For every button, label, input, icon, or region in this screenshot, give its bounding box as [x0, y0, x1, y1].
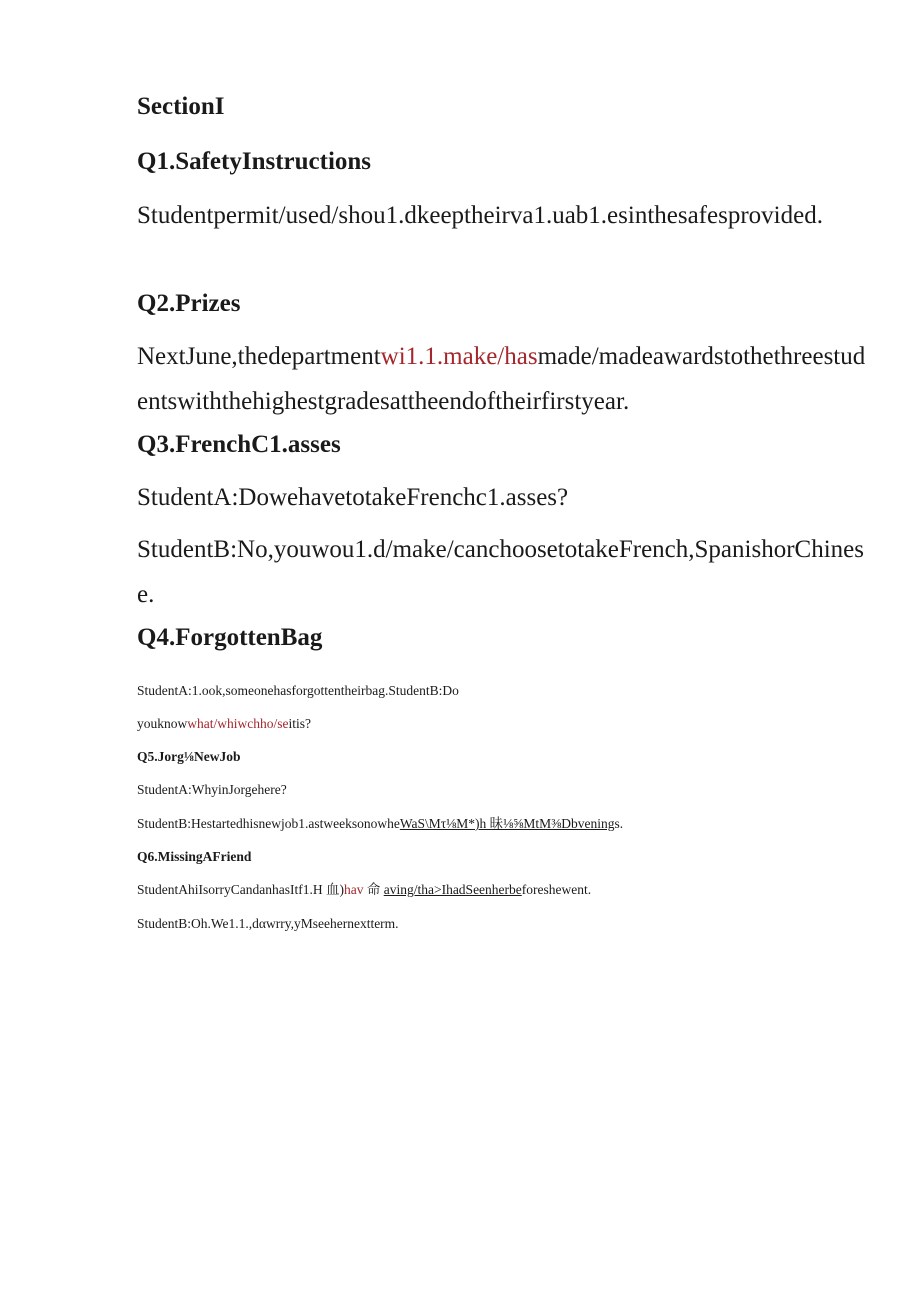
- q6-heading: Q6.MissingAFriend: [137, 849, 252, 864]
- section-title: SectionI: [137, 93, 225, 120]
- q3-student-a: StudentA:DowehavetotakeFrenchc1.asses?: [137, 484, 569, 511]
- q5-student-b-after: s.: [614, 816, 624, 831]
- q4-line-1: StudentA:1.ook,someonehasforgottentheirbag.StudentB:Do: [137, 683, 459, 698]
- q3-heading: Q3.FrenchC1.asses: [137, 431, 341, 458]
- q4-line-2-after: itis?: [288, 716, 311, 731]
- q2-text-before: NextJune,thedepartment: [137, 343, 381, 370]
- q2-text-highlight: wi1.1.make/has: [380, 343, 538, 370]
- q6-student-a-highlight: hav: [343, 882, 364, 897]
- q4-line-2-highlight: what/whiwchho/se: [187, 716, 289, 731]
- q5-student-a: StudentA:WhyinJorgehere?: [137, 782, 287, 797]
- q2-heading: Q2.Prizes: [137, 290, 241, 317]
- q2-text: [137, 334, 872, 424]
- q5-heading: Q5.Jorg⅛NewJob: [137, 749, 241, 764]
- q6-student-b: StudentB:Oh.We1.1.,dαwrry,yMseehernextterm.: [137, 916, 399, 931]
- q1-text: Studentpermit/used/shou1.dkeeptheirva1.uab1.esinthesafesprovided.: [137, 202, 823, 229]
- q6-student-a-underlined: aving/tha>IhadSeenherbe: [383, 882, 522, 897]
- q1-heading: Q1.SafetyInstructions: [137, 148, 372, 175]
- q5-student-b-before: StudentB:Hestartedhisnewjob1.astweeksonowhe: [137, 816, 400, 831]
- q4-heading: Q4.ForgottenBag: [137, 624, 323, 651]
- q6-student-a-after: foreshewent.: [521, 882, 592, 897]
- q5-student-b-underlined: WaS\Mτ⅛M*)h 昧⅛⅝MtM⅜Dbvening: [399, 816, 615, 831]
- q4-line-2-before: youknow: [137, 716, 188, 731]
- q6-student-a-before: StudentAhiIsorryCandanhasItf1.H 血): [137, 882, 344, 897]
- q5-student-b: [137, 815, 623, 833]
- q2-text-after: made/madeawardstothethreestudentswiththehighestgradesattheendoftheirfirstyear.: [137, 343, 866, 415]
- q6-student-a-mid: 命: [363, 882, 384, 897]
- q3-student-b: StudentB:No,youwou1.d/make/canchoosetotakeFrench,SpanishorChinese.: [137, 536, 864, 608]
- q6-student-a: [137, 881, 591, 899]
- q4-line-2: [137, 715, 311, 733]
